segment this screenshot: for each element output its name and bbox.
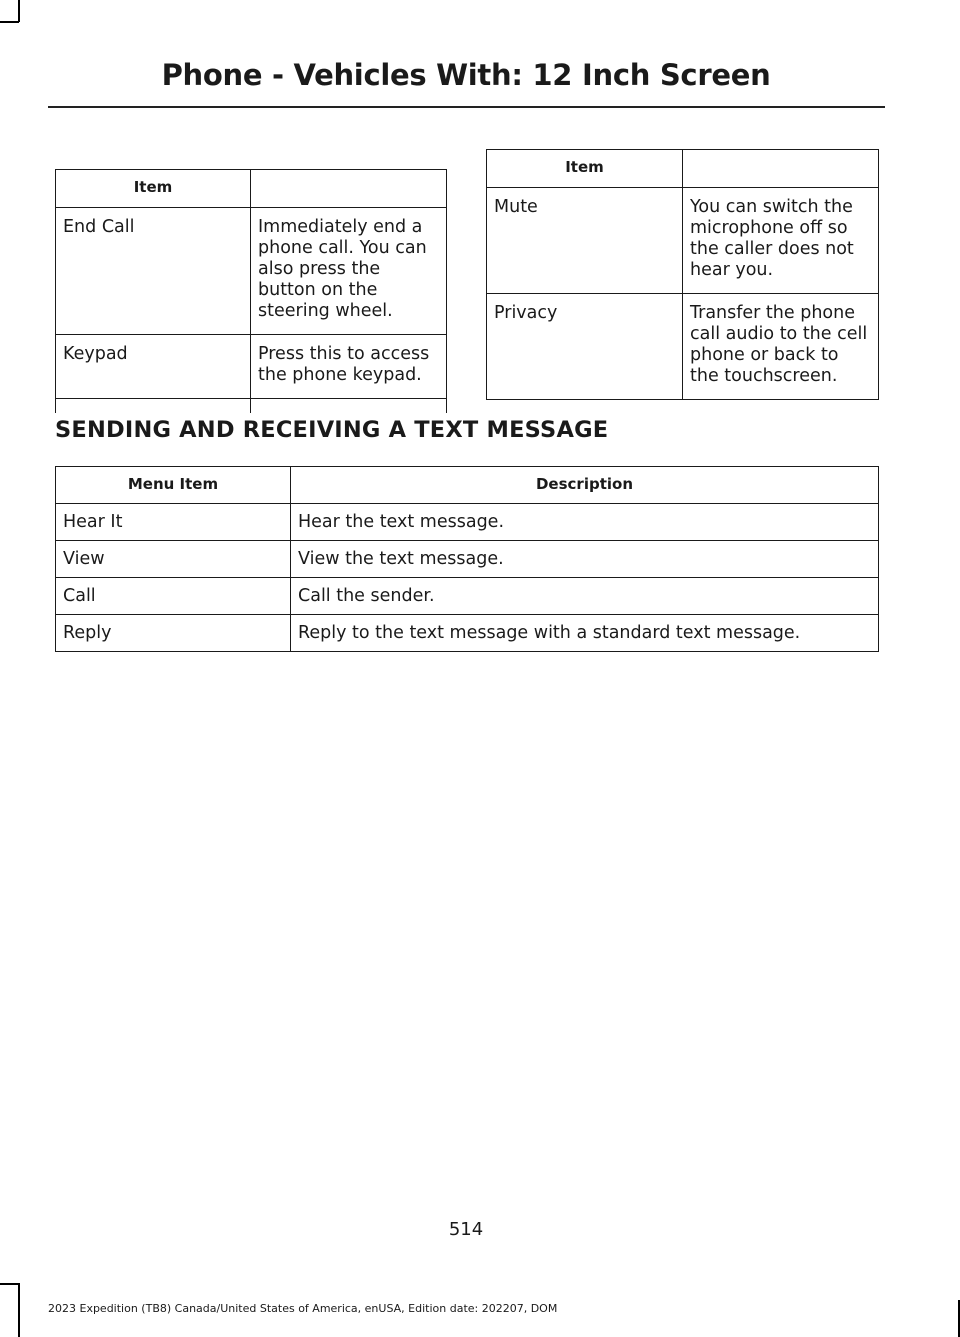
- column-header-blank: [251, 170, 447, 208]
- column-header-item: Item: [487, 150, 683, 188]
- table-row: [56, 504, 879, 541]
- description-cell: Hear the text message.: [291, 504, 879, 541]
- crop-mark: [18, 1283, 20, 1337]
- description-cell: Immediately end a phone call. You can also press the button on the steering wheel.: [251, 208, 447, 335]
- edition-footer: 2023 Expedition (TB8) Canada/United States of America, enUSA, Edition date: 202207, DOM: [48, 1302, 558, 1315]
- item-cell: Privacy: [487, 294, 683, 400]
- description-cell: You can switch the microphone off so the caller does not hear you.: [683, 188, 879, 294]
- item-cell: Hear It: [56, 504, 291, 541]
- empty-cell: [251, 399, 447, 414]
- table-row: [56, 578, 879, 615]
- item-cell: Call: [56, 578, 291, 615]
- table-row: [487, 188, 879, 294]
- page-number: 514: [448, 1219, 484, 1240]
- item-cell: Reply: [56, 615, 291, 652]
- table-header-row: [487, 150, 879, 188]
- phone-controls-table-right: [486, 149, 879, 400]
- table-row: [56, 615, 879, 652]
- description-cell: View the text message.: [291, 541, 879, 578]
- empty-cell: [56, 399, 251, 414]
- item-cell: Mute: [487, 188, 683, 294]
- table-header-row: [56, 170, 447, 208]
- crop-mark: [18, 0, 20, 22]
- table-continuation-row: [56, 399, 447, 414]
- item-cell: End Call: [56, 208, 251, 335]
- item-cell: View: [56, 541, 291, 578]
- phone-controls-table-left: [55, 169, 447, 413]
- text-message-table: [55, 466, 879, 652]
- description-cell: Transfer the phone call audio to the cell phone or back to the touchscreen.: [683, 294, 879, 400]
- page-title: Phone - Vehicles With: 12 Inch Screen: [161, 58, 771, 92]
- crop-mark: [0, 1283, 19, 1285]
- table-header-row: [56, 467, 879, 504]
- item-cell: Keypad: [56, 335, 251, 399]
- column-header-item: Item: [56, 170, 251, 208]
- crop-mark: [0, 21, 19, 23]
- table-row: [56, 208, 447, 335]
- table-row: [56, 541, 879, 578]
- description-cell: Reply to the text message with a standard text message.: [291, 615, 879, 652]
- title-divider: [48, 106, 885, 108]
- column-header-menu-item: Menu Item: [56, 467, 291, 504]
- table-row: [56, 335, 447, 399]
- crop-mark: [958, 1300, 960, 1337]
- column-header-blank: [683, 150, 879, 188]
- description-cell: Call the sender.: [291, 578, 879, 615]
- description-cell: Press this to access the phone keypad.: [251, 335, 447, 399]
- section-heading: SENDING AND RECEIVING A TEXT MESSAGE: [55, 417, 609, 443]
- column-header-description: Description: [291, 467, 879, 504]
- table-row: [487, 294, 879, 400]
